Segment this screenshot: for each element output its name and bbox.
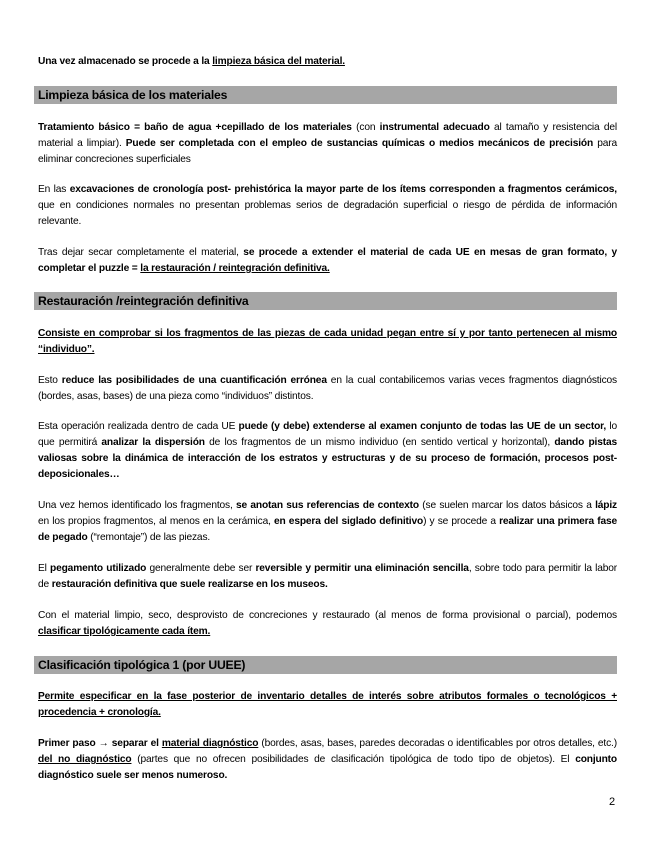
section-heading-clasificacion: Clasificación tipológica 1 (por UUEE) [34,656,617,674]
paragraph-permite: Permite especificar en la fase posterior de inventario detalles de interés sobre atributos formales o tecnológicos + procedencia + cronología. [38,691,617,718]
page-number: 2 [609,796,616,808]
intro-text: Una vez almacenado se procede a la [38,56,213,67]
paragraph-pegamento: El pegamento utilizado generalmente debe ser reversible y permitir una eliminación sencilla, sobre todo para permitir la labor de restauración definitiva que suele realizarse en los museos. [38,563,617,590]
paragraph-consiste: Consiste en comprobar si los fragmentos de las piezas de cada unidad pegan entre sí y por tanto pertenecen al mismo “individuo”. [38,328,617,355]
paragraph-dispersion: Esta operación realizada dentro de cada UE puede (y debe) extenderse al examen conjunto de todas las UE de un sector, lo que permitirá analizar la dispersión de los fragmentos de un mismo individuo (en sentido vertical y horizontal), dando pistas valiosas sobre la dinámica de interacción de los estratos y estructuras y de su proceso de formación, procesos post-deposicionales… [38,421,617,480]
paragraph-clasificar: Con el material limpio, seco, desprovisto de concreciones y restaurado (al menos de forma provisional o parcial), podemos clasificar tipológicamente cada ítem. [38,610,617,637]
paragraph-tratamiento: Tratamiento básico = baño de agua +cepillado de los materiales (con instrumental adecuado al tamaño y resistencia del material a limpiar). Puede ser completada con el empleo de sustancias químicas o medios mecánicos de precisión para eliminar concreciones superficiales [38,122,617,165]
paragraph-primer-paso: Primer paso → separar el material diagnóstico (bordes, asas, bases, paredes decoradas o identificables por otros detalles, etc.) del no diagnóstico (partes que no ofrecen posibilidades de clasificación tipológica de todo tipo de objetos). El conjunto diagnóstico suele ser menos numeroso. [38,738,617,781]
arrow-right-icon: → [95,738,112,749]
intro-emphasis: limpieza básica del material. [212,56,345,67]
section-heading-limpieza: Limpieza básica de los materiales [34,86,617,104]
paragraph-contexto: Una vez hemos identificado los fragmentos, se anotan sus referencias de contexto (se suelen marcar los datos básicos a lápiz en los propios fragmentos, al menos en la cerámica, en espera del siglado definitivo) y se procede a realizar una primera fase de pegado (“remontaje”) de las piezas. [38,500,617,543]
paragraph-secado: Tras dejar secar completamente el material, se procede a extender el material de cada UE en mesas de gran formato, y completar el puzzle = la restauración / reintegración definitiva. [38,247,617,274]
intro-paragraph [38,54,617,70]
section-heading-restauracion: Restauración /reintegración definitiva [34,292,617,310]
paragraph-excavaciones: En las excavaciones de cronología post- prehistórica la mayor parte de los ítems corresponden a fragmentos cerámicos, que en condiciones normales no presentan problemas serios de degradación superficial o riesgo de pérdida de información relevante. [38,184,617,227]
paragraph-cuantificacion: Esto reduce las posibilidades de una cuantificación errónea en la cual contabilicemos varias veces fragmentos diagnósticos (bordes, asas, bases) de una pieza como “individuos” distintos. [38,375,617,402]
